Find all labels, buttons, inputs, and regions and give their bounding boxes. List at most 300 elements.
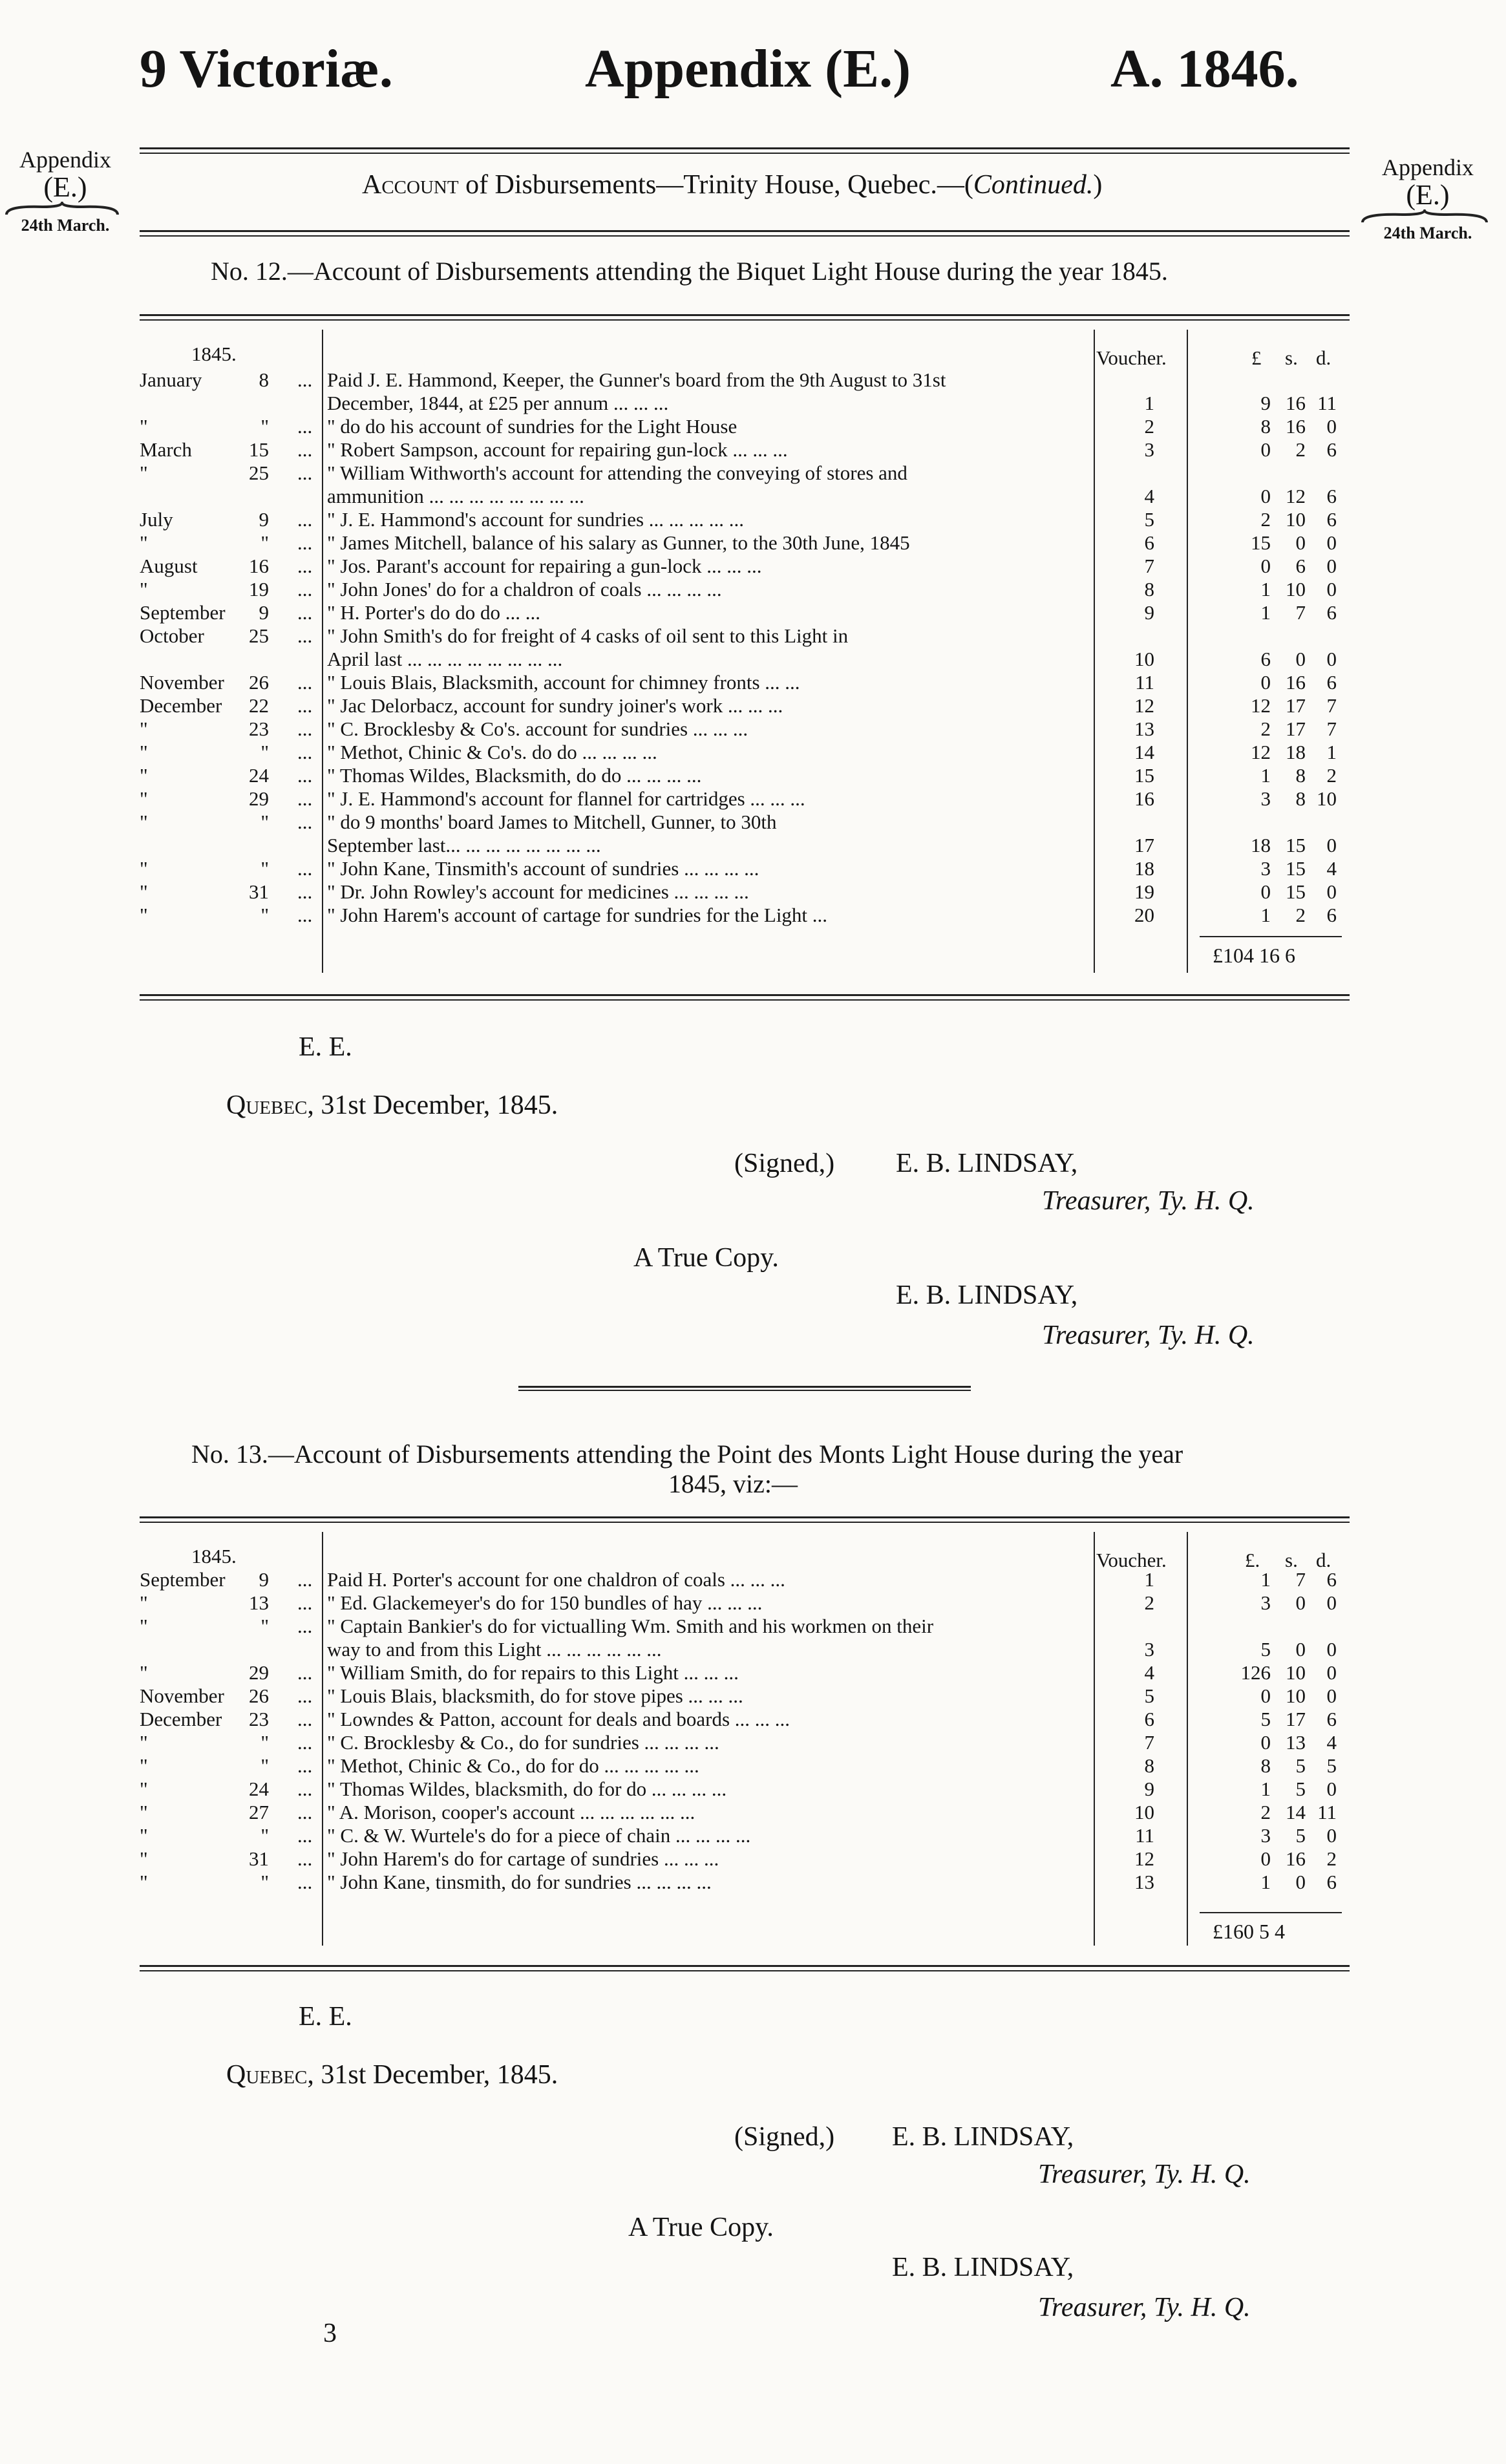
- description-cell: " C. & W. Wurtele's do for a piece of chain ... ... ... ...: [327, 1824, 751, 1847]
- pounds-cell: 2: [1260, 717, 1271, 740]
- description-cell: " H. Porter's do do do ... ...: [327, 601, 540, 624]
- signed-label: (Signed,): [734, 2122, 835, 2152]
- title-continued: Continued.: [973, 170, 1094, 200]
- shillings-cell: 7: [1295, 601, 1306, 624]
- ledger-row: [140, 1754, 1350, 1778]
- voucher-cell: 8: [1144, 1754, 1154, 1777]
- ditto-cell: ...: [297, 1778, 313, 1800]
- pence-cell: 6: [1326, 438, 1337, 461]
- day-cell: 22: [249, 694, 269, 717]
- month-cell: ": [140, 578, 148, 600]
- page-number: 3: [323, 2319, 337, 2348]
- side-note-appendix: Appendix: [19, 147, 111, 173]
- description-cell: " John Harem's account of cartage for sundries for the Light ...: [327, 904, 828, 926]
- day-cell: 19: [249, 578, 269, 600]
- shillings-cell: 13: [1286, 1731, 1306, 1754]
- day-cell: ": [260, 1731, 269, 1754]
- shillings-cell: 0: [1295, 1591, 1306, 1614]
- rule: [140, 994, 1350, 996]
- pounds-cell: 15: [1251, 531, 1271, 554]
- shillings-cell: 15: [1286, 857, 1306, 880]
- pounds-cell: 5: [1260, 1708, 1271, 1730]
- ditto-cell: ...: [297, 368, 313, 391]
- ditto-cell: ...: [297, 857, 313, 880]
- pence-cell: 2: [1326, 764, 1337, 787]
- description-cell: " John Kane, Tinsmith's account of sundries ... ... ... ...: [327, 857, 759, 880]
- month-cell: January: [140, 368, 202, 391]
- shillings-cell: 5: [1295, 1754, 1306, 1777]
- month-cell: October: [140, 624, 204, 647]
- voucher-header: Voucher.: [1096, 346, 1167, 369]
- ledger-row: [140, 811, 1350, 834]
- ledger-row: [140, 1871, 1350, 1894]
- shillings-cell: 0: [1295, 1638, 1306, 1661]
- ledger-row: [140, 880, 1350, 904]
- voucher-cell: 1: [1144, 1568, 1154, 1591]
- ditto-cell: ...: [297, 601, 313, 624]
- day-cell: 15: [249, 438, 269, 461]
- pence-cell: 4: [1326, 857, 1337, 880]
- voucher-cell: 9: [1144, 601, 1154, 624]
- voucher-cell: 18: [1134, 857, 1154, 880]
- ditto-cell: ...: [297, 1661, 313, 1684]
- description-cell: " C. Brocklesby & Co's. account for sundries ... ... ...: [327, 717, 748, 740]
- ledger-row: [140, 787, 1350, 811]
- ledger-row: [140, 555, 1350, 578]
- ditto-cell: ...: [297, 741, 313, 763]
- voucher-cell: 3: [1144, 1638, 1154, 1661]
- shillings-cell: 8: [1295, 764, 1306, 787]
- pounds-cell: 8: [1260, 1754, 1271, 1777]
- pounds-cell: 1: [1260, 1871, 1271, 1893]
- ledger-row: [140, 485, 1350, 508]
- place: Quebec: [226, 1090, 308, 1120]
- rule: [140, 1970, 1350, 1971]
- signatory-title: Treasurer, Ty. H. Q.: [1042, 1321, 1255, 1350]
- pence-cell: 6: [1326, 1871, 1337, 1893]
- description-cell: " James Mitchell, balance of his salary as Gunner, to the 30th June, 1845: [327, 531, 910, 554]
- day-cell: ": [260, 1871, 269, 1893]
- pounds-cell: 0: [1260, 438, 1271, 461]
- day-cell: ": [260, 741, 269, 763]
- month-cell: December: [140, 694, 222, 717]
- shillings-cell: 16: [1286, 392, 1306, 414]
- voucher-cell: 15: [1134, 764, 1154, 787]
- description-cell: " Thomas Wildes, Blacksmith, do do ... ... ... ...: [327, 764, 702, 787]
- ditto-cell: ...: [297, 764, 313, 787]
- voucher-cell: 8: [1144, 578, 1154, 600]
- section12-table: [140, 343, 1350, 989]
- day-cell: 16: [249, 555, 269, 577]
- day-cell: 26: [249, 671, 269, 694]
- pounds-cell: 3: [1260, 1591, 1271, 1614]
- ledger-row: [140, 648, 1350, 671]
- title-text: of Disbursements—Trinity House, Quebec.—(: [458, 170, 973, 200]
- shillings-cell: 14: [1286, 1801, 1306, 1823]
- description-cell: April last ... ... ... ... ... ... ... ...: [327, 648, 563, 670]
- description-cell: " Ed. Glackemeyer's do for 150 bundles of hay ... ... ...: [327, 1591, 763, 1614]
- section12-total: £104 16 6: [1213, 944, 1295, 967]
- year-label: 1845.: [191, 1545, 237, 1567]
- description-cell: " J. E. Hammond's account for flannel for cartridges ... ... ...: [327, 787, 805, 810]
- day-cell: 24: [249, 1778, 269, 1800]
- shillings-cell: 0: [1295, 1871, 1306, 1893]
- side-note-e: (E.): [1406, 179, 1450, 211]
- pence-cell: 0: [1326, 1638, 1337, 1661]
- pounds-cell: 0: [1260, 555, 1271, 577]
- side-note-date: 24th March.: [21, 216, 110, 235]
- pence-cell: 6: [1326, 904, 1337, 926]
- month-cell: December: [140, 1708, 222, 1730]
- pounds-cell: 0: [1260, 485, 1271, 507]
- date: , 31st December, 1845.: [307, 2060, 558, 2090]
- month-cell: ": [140, 857, 148, 880]
- pounds-cell: 0: [1260, 1847, 1271, 1870]
- ledger-row: [140, 764, 1350, 787]
- day-cell: ": [260, 531, 269, 554]
- ledger-row: [140, 1778, 1350, 1801]
- month-cell: ": [140, 1824, 148, 1847]
- section-divider: [518, 1386, 971, 1388]
- pence-cell: 6: [1326, 601, 1337, 624]
- shillings-cell: 5: [1295, 1824, 1306, 1847]
- rule: [140, 153, 1350, 154]
- pounds-cell: 0: [1260, 1731, 1271, 1754]
- side-note-appendix: Appendix: [1382, 154, 1474, 180]
- ledger-row: [140, 531, 1350, 555]
- pence-cell: 2: [1326, 1847, 1337, 1870]
- section13-table: [140, 1545, 1350, 1965]
- month-cell: ": [140, 1591, 148, 1614]
- ledger-row: [140, 741, 1350, 764]
- ledger-row: [140, 717, 1350, 741]
- pounds-header: £: [1251, 346, 1262, 369]
- ledger-row: [140, 415, 1350, 438]
- rule: [140, 147, 1350, 149]
- pounds-cell: 0: [1260, 671, 1271, 694]
- description-cell: Paid J. E. Hammond, Keeper, the Gunner's board from the 9th August to 31st: [327, 368, 946, 391]
- month-cell: July: [140, 508, 173, 531]
- description-cell: " John Smith's do for freight of 4 casks of oil sent to this Light in: [327, 624, 849, 647]
- ledger-row: [140, 624, 1350, 648]
- ditto-cell: ...: [297, 904, 313, 926]
- ditto-cell: ...: [297, 717, 313, 740]
- pounds-cell: 0: [1260, 880, 1271, 903]
- day-cell: 29: [249, 1661, 269, 1684]
- description-cell: " John Kane, tinsmith, do for sundries ... ... ... ...: [327, 1871, 712, 1893]
- ee-label: E. E.: [299, 1032, 352, 1062]
- day-cell: 29: [249, 787, 269, 810]
- header-center: Appendix (E.): [585, 39, 911, 99]
- voucher-cell: 5: [1144, 1684, 1154, 1707]
- voucher-cell: 12: [1134, 694, 1154, 717]
- true-copy-label: A True Copy.: [633, 1243, 779, 1273]
- ditto-cell: ...: [297, 787, 313, 810]
- ditto-cell: ...: [297, 1801, 313, 1823]
- pounds-cell: 5: [1260, 1638, 1271, 1661]
- shillings-cell: 8: [1295, 787, 1306, 810]
- place: Quebec: [226, 2060, 308, 2090]
- pounds-cell: 8: [1260, 415, 1271, 438]
- pounds-cell: 12: [1251, 694, 1271, 717]
- description-cell: " Dr. John Rowley's account for medicines ... ... ... ...: [327, 880, 749, 903]
- description-cell: " Louis Blais, blacksmith, do for stove pipes ... ... ...: [327, 1684, 743, 1707]
- month-cell: ": [140, 1778, 148, 1800]
- month-cell: ": [140, 880, 148, 903]
- ditto-cell: ...: [297, 531, 313, 554]
- shillings-cell: 16: [1286, 1847, 1306, 1870]
- pence-header: d.: [1316, 1549, 1331, 1571]
- description-cell: September last... ... ... ... ... ... ... ...: [327, 834, 601, 856]
- day-cell: 31: [249, 1847, 269, 1870]
- title-suffix: ): [1093, 170, 1103, 200]
- shillings-cell: 16: [1286, 415, 1306, 438]
- pence-cell: 0: [1326, 1778, 1337, 1800]
- ledger-row: [140, 601, 1350, 624]
- day-cell: 24: [249, 764, 269, 787]
- day-cell: 23: [249, 1708, 269, 1730]
- shillings-cell: 15: [1286, 834, 1306, 856]
- shillings-cell: 2: [1295, 904, 1306, 926]
- description-cell: " do 9 months' board James to Mitchell, Gunner, to 30th: [327, 811, 777, 833]
- day-cell: ": [260, 904, 269, 926]
- pounds-cell: 3: [1260, 1824, 1271, 1847]
- ditto-cell: ...: [297, 1847, 313, 1870]
- voucher-cell: 4: [1144, 1661, 1154, 1684]
- shillings-cell: 17: [1286, 1708, 1306, 1730]
- pounds-cell: 9: [1260, 392, 1271, 414]
- rule: [140, 1522, 1350, 1523]
- shillings-cell: 5: [1295, 1778, 1306, 1800]
- ledger-row: [140, 1568, 1350, 1591]
- month-cell: ": [140, 717, 148, 740]
- voucher-cell: 19: [1134, 880, 1154, 903]
- pounds-cell: 1: [1260, 578, 1271, 600]
- description-cell: Paid H. Porter's account for one chaldron of coals ... ... ...: [327, 1568, 785, 1591]
- description-cell: " Louis Blais, Blacksmith, account for chimney fronts ... ...: [327, 671, 800, 694]
- ledger-row: [140, 834, 1350, 857]
- month-cell: ": [140, 415, 148, 438]
- voucher-cell: 10: [1134, 1801, 1154, 1823]
- side-note-right: [1360, 154, 1496, 243]
- voucher-cell: 12: [1134, 1847, 1154, 1870]
- shillings-cell: 2: [1295, 438, 1306, 461]
- ditto-cell: ...: [297, 462, 313, 484]
- description-cell: " Methot, Chinic & Co's. do do ... ... ... ...: [327, 741, 657, 763]
- voucher-cell: 1: [1144, 392, 1154, 414]
- pence-cell: 1: [1326, 741, 1337, 763]
- side-note-date: 24th March.: [1383, 224, 1472, 242]
- shillings-cell: 17: [1286, 694, 1306, 717]
- pounds-cell: 12: [1251, 741, 1271, 763]
- signatory-title: Treasurer, Ty. H. Q.: [1038, 2293, 1251, 2322]
- brace-icon: [4, 202, 120, 216]
- ledger-row: [140, 1708, 1350, 1731]
- voucher-cell: 3: [1144, 438, 1154, 461]
- ee-label: E. E.: [299, 2002, 352, 2032]
- voucher-cell: 11: [1135, 1824, 1154, 1847]
- rule: [140, 314, 1350, 316]
- voucher-cell: 20: [1134, 904, 1154, 926]
- voucher-cell: 13: [1134, 717, 1154, 740]
- day-cell: ": [260, 415, 269, 438]
- ledger-row: [140, 1847, 1350, 1871]
- pounds-cell: 1: [1260, 1778, 1271, 1800]
- pence-cell: 0: [1326, 578, 1337, 600]
- ledger-row: [140, 857, 1350, 880]
- pence-cell: 0: [1326, 1824, 1337, 1847]
- section13-heading-cont: 1845, viz:—: [668, 1469, 798, 1498]
- ditto-cell: ...: [297, 1871, 313, 1893]
- signatory-title: Treasurer, Ty. H. Q.: [1038, 2160, 1251, 2189]
- shillings-header: s.: [1285, 1549, 1298, 1571]
- ditto-cell: ...: [297, 811, 313, 833]
- ledger-row: [140, 392, 1350, 415]
- voucher-cell: 4: [1144, 485, 1154, 507]
- day-cell: ": [260, 1615, 269, 1637]
- pence-cell: 5: [1326, 1754, 1337, 1777]
- voucher-cell: 2: [1144, 415, 1154, 438]
- shillings-cell: 10: [1286, 508, 1306, 531]
- rule: [140, 1516, 1350, 1518]
- shillings-cell: 16: [1286, 671, 1306, 694]
- month-cell: August: [140, 555, 198, 577]
- pounds-cell: 2: [1260, 508, 1271, 531]
- ditto-cell: ...: [297, 1754, 313, 1777]
- pence-cell: 7: [1326, 694, 1337, 717]
- ditto-cell: ...: [297, 624, 313, 647]
- voucher-cell: 5: [1144, 508, 1154, 531]
- description-cell: " A. Morison, cooper's account ... ... ... ... ... ...: [327, 1801, 695, 1823]
- ditto-cell: ...: [297, 555, 313, 577]
- signed-label: (Signed,): [734, 1149, 835, 1178]
- description-cell: way to and from this Light ... ... ... ... ... ...: [327, 1638, 662, 1661]
- ledger-row: [140, 1684, 1350, 1708]
- pounds-cell: 126: [1240, 1661, 1271, 1684]
- pence-cell: 0: [1326, 555, 1337, 577]
- description-cell: " John Harem's do for cartage of sundries ... ... ...: [327, 1847, 719, 1870]
- ledger-row: [140, 1801, 1350, 1824]
- place-date: [226, 2059, 558, 2090]
- pence-cell: 6: [1326, 1708, 1337, 1730]
- day-cell: ": [260, 1824, 269, 1847]
- shillings-cell: 0: [1295, 648, 1306, 670]
- pounds-cell: 3: [1260, 857, 1271, 880]
- pence-cell: 0: [1326, 1591, 1337, 1614]
- ledger-row: [140, 462, 1350, 485]
- ledger-row: [140, 1615, 1350, 1638]
- year-label: 1845.: [191, 343, 237, 365]
- month-cell: ": [140, 1847, 148, 1870]
- day-cell: 31: [249, 880, 269, 903]
- voucher-cell: 6: [1144, 1708, 1154, 1730]
- shillings-cell: 10: [1286, 578, 1306, 600]
- description-cell: December, 1844, at £25 per annum ... ... ...: [327, 392, 669, 414]
- section12-heading: No. 12.—Account of Disbursements attending the Biquet Light House during the year 1845.: [211, 257, 1168, 286]
- voucher-cell: 9: [1144, 1778, 1154, 1800]
- shillings-cell: 15: [1286, 880, 1306, 903]
- ledger-row: [140, 368, 1350, 392]
- ditto-cell: ...: [297, 508, 313, 531]
- month-cell: ": [140, 1871, 148, 1893]
- pounds-cell: 1: [1260, 764, 1271, 787]
- section-divider: [518, 1390, 971, 1391]
- pounds-cell: 2: [1260, 1801, 1271, 1823]
- pence-header: d.: [1316, 346, 1331, 369]
- signatory-name: E. B. LINDSAY,: [892, 2122, 1074, 2152]
- pounds-cell: 1: [1260, 601, 1271, 624]
- ditto-cell: ...: [297, 1824, 313, 1847]
- total-rule: [1200, 1912, 1342, 1913]
- rule: [140, 230, 1350, 232]
- day-cell: 9: [259, 508, 269, 531]
- header-left: 9 Victoriæ.: [140, 39, 393, 99]
- voucher-cell: 2: [1144, 1591, 1154, 1614]
- shillings-cell: 17: [1286, 717, 1306, 740]
- day-cell: 26: [249, 1684, 269, 1707]
- side-note-left: [4, 146, 127, 235]
- ledger-row: [140, 578, 1350, 601]
- pounds-cell: 3: [1260, 787, 1271, 810]
- pence-cell: 6: [1326, 1568, 1337, 1591]
- day-cell: 9: [259, 601, 269, 624]
- day-cell: ": [260, 1754, 269, 1777]
- day-cell: 23: [249, 717, 269, 740]
- voucher-cell: 14: [1134, 741, 1154, 763]
- month-cell: March: [140, 438, 192, 461]
- shillings-cell: 7: [1295, 1568, 1306, 1591]
- description-cell: " J. E. Hammond's account for sundries ... ... ... ... ...: [327, 508, 745, 531]
- pence-cell: 0: [1326, 648, 1337, 670]
- true-copy-label: A True Copy.: [628, 2213, 774, 2242]
- month-cell: ": [140, 531, 148, 554]
- ledger-row: [140, 694, 1350, 717]
- description-cell: " C. Brocklesby & Co., do for sundries ... ... ... ...: [327, 1731, 719, 1754]
- pence-cell: 4: [1326, 1731, 1337, 1754]
- pounds-cell: 18: [1251, 834, 1271, 856]
- pounds-cell: 0: [1260, 1684, 1271, 1707]
- pounds-cell: 1: [1260, 1568, 1271, 1591]
- shillings-cell: 12: [1286, 485, 1306, 507]
- ditto-cell: ...: [297, 1731, 313, 1754]
- month-cell: ": [140, 1754, 148, 1777]
- shillings-cell: 10: [1286, 1684, 1306, 1707]
- date: , 31st December, 1845.: [307, 1090, 558, 1120]
- voucher-cell: 10: [1134, 648, 1154, 670]
- ledger-row: [140, 1591, 1350, 1615]
- shillings-header: s.: [1285, 346, 1298, 369]
- brace-icon: [1360, 209, 1489, 224]
- day-cell: 8: [259, 368, 269, 391]
- month-cell: ": [140, 1801, 148, 1823]
- shillings-cell: 6: [1295, 555, 1306, 577]
- ditto-cell: ...: [297, 880, 313, 903]
- pence-cell: 0: [1326, 415, 1337, 438]
- rule: [140, 1965, 1350, 1967]
- ledger-row: [140, 671, 1350, 694]
- description-cell: " William Withworth's account for attending the conveying of stores and: [327, 462, 907, 484]
- ledger-row: [140, 1824, 1350, 1847]
- month-cell: ": [140, 1615, 148, 1637]
- signatory-name: E. B. LINDSAY,: [892, 2253, 1074, 2282]
- section13-heading: No. 13.—Account of Disbursements attending the Point des Monts Light House during the year: [191, 1439, 1183, 1469]
- pounds-cell: 1: [1260, 904, 1271, 926]
- day-cell: ": [260, 811, 269, 833]
- month-cell: ": [140, 462, 148, 484]
- section13-total: £160 5 4: [1213, 1920, 1285, 1943]
- shillings-cell: 10: [1286, 1661, 1306, 1684]
- pounds-cell: 6: [1260, 648, 1271, 670]
